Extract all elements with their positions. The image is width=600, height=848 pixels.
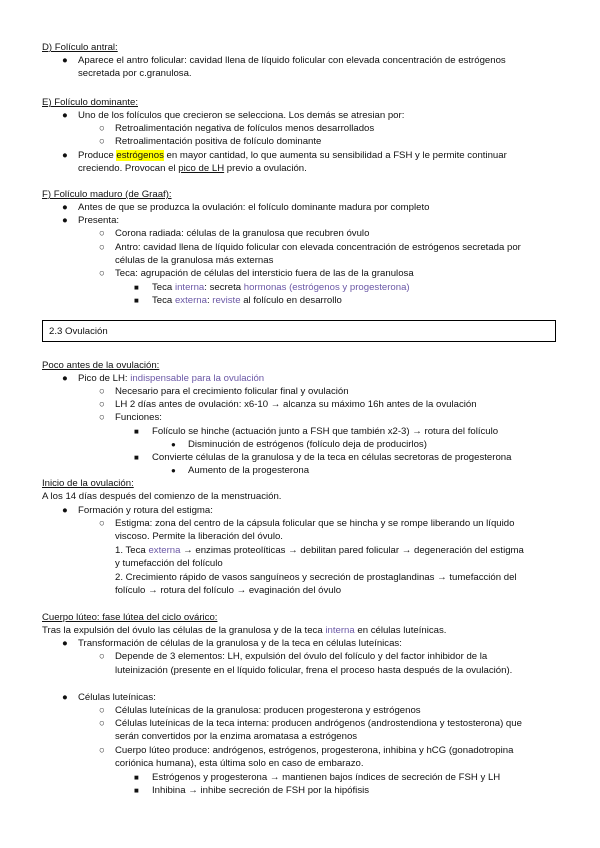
list-item: Convierte células de la granulosa y de la teca en células secretoras de progesterona bbox=[152, 452, 512, 463]
list-item: Uno de los folículos que crecieron se selecciona. Los demás se atresian por: bbox=[78, 110, 405, 121]
circle-bullet-icon: ○ bbox=[99, 705, 105, 716]
list-item: Teca: agrupación de células del intersticio fuera de las de la granulosa bbox=[115, 268, 414, 279]
square-bullet-icon: ■ bbox=[134, 773, 139, 782]
bullet-icon: ● bbox=[171, 466, 176, 475]
square-bullet-icon: ■ bbox=[134, 296, 139, 305]
list-item-cont: y tumefacción del folículo bbox=[115, 558, 223, 569]
list-item: Células luteínicas de la teca interna: producen andrógenos (androstendiona y testosterona) que bbox=[115, 718, 522, 729]
heading-foliculo-antral: D) Folículo antral: bbox=[42, 42, 118, 53]
list-item-cont: secretada por c.granulosa. bbox=[78, 68, 192, 79]
circle-bullet-icon: ○ bbox=[99, 651, 105, 662]
list-item: Estrógenos y progesterona → mantienen bajos índices de secreción de FSH y LH bbox=[152, 772, 501, 783]
bullet-icon: ● bbox=[62, 55, 68, 66]
square-bullet-icon: ■ bbox=[134, 453, 139, 462]
circle-bullet-icon: ○ bbox=[99, 386, 105, 397]
circle-bullet-icon: ○ bbox=[99, 228, 105, 239]
list-item-cont: creciendo. Provocan el pico de LH previo a ovulación. bbox=[78, 163, 307, 174]
paragraph: Tras la expulsión del óvulo las células de la granulosa y de la teca interna en células luteínicas. bbox=[42, 625, 447, 636]
list-item-cont: 1. Teca externa → enzimas proteolíticas → debilitan pared folicular → degeneración del estigma bbox=[115, 545, 524, 556]
circle-bullet-icon: ○ bbox=[99, 268, 105, 279]
list-item: Antro: cavidad llena de líquido folicular con elevada concentración de estrógenos secretada por bbox=[115, 242, 521, 253]
list-item: Teca interna: secreta hormonas (estrógenos y progesterona) bbox=[152, 282, 410, 293]
circle-bullet-icon: ○ bbox=[99, 136, 105, 147]
bullet-icon: ● bbox=[171, 440, 176, 449]
list-item-cont: viscoso. Permite la liberación del óvulo. bbox=[115, 531, 283, 542]
circle-bullet-icon: ○ bbox=[99, 242, 105, 253]
list-item: Presenta: bbox=[78, 215, 120, 226]
circle-bullet-icon: ○ bbox=[99, 518, 105, 529]
list-item: Depende de 3 elementos: LH, expulsión del óvulo del folículo y del factor inhibidor de la bbox=[115, 651, 488, 662]
list-item: Folículo se hinche (actuación junto a FSH que también x2-3) → rotura del folículo bbox=[152, 426, 499, 437]
paragraph: A los 14 días después del comienzo de la menstruación. bbox=[42, 491, 282, 502]
section-title-box bbox=[42, 320, 556, 342]
list-item-cont: coriónica humana), esta última solo en caso de embarazo. bbox=[115, 758, 364, 769]
section-title: 2.3 Ovulación bbox=[49, 326, 108, 337]
square-bullet-icon: ■ bbox=[134, 283, 139, 292]
circle-bullet-icon: ○ bbox=[99, 399, 105, 410]
list-item-cont: células de la granulosa más externas bbox=[115, 255, 274, 266]
bullet-icon: ● bbox=[62, 638, 68, 649]
list-item: Estigma: zona del centro de la cápsula folicular que se hincha y se rompe liberando un líquido bbox=[115, 518, 515, 529]
heading-foliculo-maduro: F) Folículo maduro (de Graaf): bbox=[42, 189, 172, 200]
list-item-cont: serán convertidos por la enzima aromatasa a estrógenos bbox=[115, 731, 358, 742]
circle-bullet-icon: ○ bbox=[99, 745, 105, 756]
list-item: Retroalimentación positiva de folículo dominante bbox=[115, 136, 322, 147]
list-item: Antes de que se produzca la ovulación: el folículo dominante madura por completo bbox=[78, 202, 430, 213]
heading-poco-antes: Poco antes de la ovulación: bbox=[42, 360, 160, 371]
list-item: Células luteínicas: bbox=[78, 692, 156, 703]
list-item: Teca externa: reviste al folículo en desarrollo bbox=[152, 295, 342, 306]
list-item: Retroalimentación negativa de folículos menos desarrollados bbox=[115, 123, 375, 134]
heading-foliculo-dominante: E) Folículo dominante: bbox=[42, 97, 138, 108]
list-item: Funciones: bbox=[115, 412, 162, 423]
list-item: Corona radiada: células de la granulosa que recubren óvulo bbox=[115, 228, 370, 239]
list-item: Inhibina → inhibe secreción de FSH por la hipófisis bbox=[152, 785, 370, 796]
bullet-icon: ● bbox=[62, 373, 68, 384]
square-bullet-icon: ■ bbox=[134, 427, 139, 436]
square-bullet-icon: ■ bbox=[134, 786, 139, 795]
list-item-cont: 2. Crecimiento rápido de vasos sanguíneos y secreción de prostaglandinas → tumefacción del bbox=[115, 572, 517, 583]
list-item: LH 2 días antes de ovulación: x6-10 → alcanza su máximo 16h antes de la ovulación bbox=[115, 399, 477, 410]
list-item: Necesario para el crecimiento folicular final y ovulación bbox=[115, 386, 349, 397]
list-item: Cuerpo lúteo produce: andrógenos, estrógenos, progesterona, inhibina y hCG (gonadotropina bbox=[115, 745, 514, 756]
list-item: Células luteínicas de la granulosa: producen progesterona y estrógenos bbox=[115, 705, 421, 716]
circle-bullet-icon: ○ bbox=[99, 718, 105, 729]
list-item: Transformación de células de la granulosa y de la teca en células luteínicas: bbox=[78, 638, 402, 649]
heading-cuerpo-luteo: Cuerpo lúteo: fase lútea del ciclo ovárico: bbox=[42, 612, 218, 623]
circle-bullet-icon: ○ bbox=[99, 412, 105, 423]
bullet-icon: ● bbox=[62, 692, 68, 703]
highlight-estrogenos: estrógenos bbox=[116, 150, 164, 161]
list-item: Disminución de estrógenos (folículo deja de producirlos) bbox=[188, 439, 427, 450]
bullet-icon: ● bbox=[62, 505, 68, 516]
bullet-icon: ● bbox=[62, 110, 68, 121]
list-item: Formación y rotura del estigma: bbox=[78, 505, 213, 516]
heading-inicio-ovulacion: Inicio de la ovulación: bbox=[42, 478, 134, 489]
list-item: Pico de LH: indispensable para la ovulación bbox=[78, 373, 265, 384]
underline-pico-lh: pico de LH bbox=[178, 163, 225, 174]
list-item: Produce estrógenos en mayor cantidad, lo que aumenta su sensibilidad a FSH y le permite continuar bbox=[78, 150, 507, 161]
list-item-cont: luteinización (presente en el líquido folicular, frena el proceso hasta después de la ovulación). bbox=[115, 665, 513, 676]
list-item: Aumento de la progesterona bbox=[188, 465, 310, 476]
bullet-icon: ● bbox=[62, 215, 68, 226]
circle-bullet-icon: ○ bbox=[99, 123, 105, 134]
list-item: Aparece el antro folicular: cavidad llena de líquido folicular con elevada concentración de estrógenos bbox=[78, 55, 506, 66]
bullet-icon: ● bbox=[62, 150, 68, 161]
list-item-cont: folículo → rotura del folículo → evaginación del óvulo bbox=[115, 585, 342, 596]
bullet-icon: ● bbox=[62, 202, 68, 213]
